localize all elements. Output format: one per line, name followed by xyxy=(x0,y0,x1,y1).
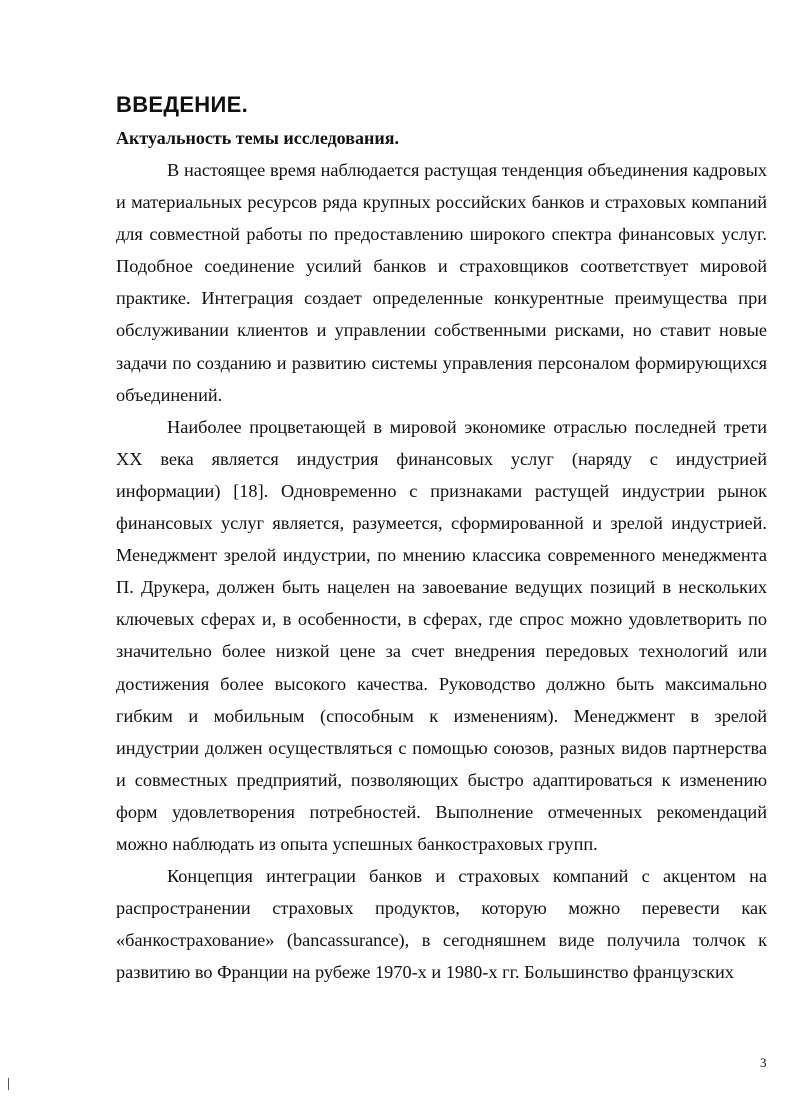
page-number: 3 xyxy=(760,1055,767,1070)
section-subtitle: Актуальность темы исследования. xyxy=(116,128,399,148)
paragraph: Наиболее процветающей в мировой экономике отраслью последней трети XX века является индустрия финансовых услуг (наряду с индустрией информации) [18]. Одновременно с признаками растущей индустрии рынок финансовых услуг является, разумеется, сформированной и зрелой индустрией. Менеджмент зрелой индустрии, по мнению классика современного менеджмента П. Друкера, должен быть нацелен на завоевание ведущих позиций в нескольких ключевых сферах и, в особенности, в сферах, где спрос можно удовлетворить по значительно более низкой цене за счет внедрения передовых технологий или достижения более высокого качества. Руководство должно быть максимально гибким и мобильным (способным к изменениям). Менеджмент в зрелой индустрии должен осуществляться с помощью союзов, разных видов партнерства и совместных предприятий, позволяющих быстро адаптироваться к изменению форм удовлетворения потребностей. Выполнение отмеченных рекомендаций можно наблюдать из опыта успешных банкостраховых групп. xyxy=(116,416,767,854)
scan-mark xyxy=(8,1078,9,1090)
page-title: ВВЕДЕНИЕ. xyxy=(116,92,248,117)
paragraph: Концепция интеграции банков и страховых компаний с акцентом на распространении страховых продуктов, которую можно перевести как «банкострахование» (bancassurance), в сегодняшнем виде получила толчок к развитию во Франции на рубеже 1970-х и 1980-х гг. Большинство французских xyxy=(116,866,767,983)
paragraph: В настоящее время наблюдается растущая тенденция объединения кадровых и материальных ресурсов ряда крупных российских банков и страховых компаний для совместной работы по предоставлению широкого спектра финансовых услуг. Подобное соединение усилий банков и страховщиков соответствует мировой практике. Интеграция создает определенные конкурентные преимущества при обслуживании клиентов и управлении собственными рисками, но ставит новые задачи по созданию и развитию системы управления персоналом формирующихся объединений. xyxy=(116,160,767,405)
body-text xyxy=(116,154,767,988)
